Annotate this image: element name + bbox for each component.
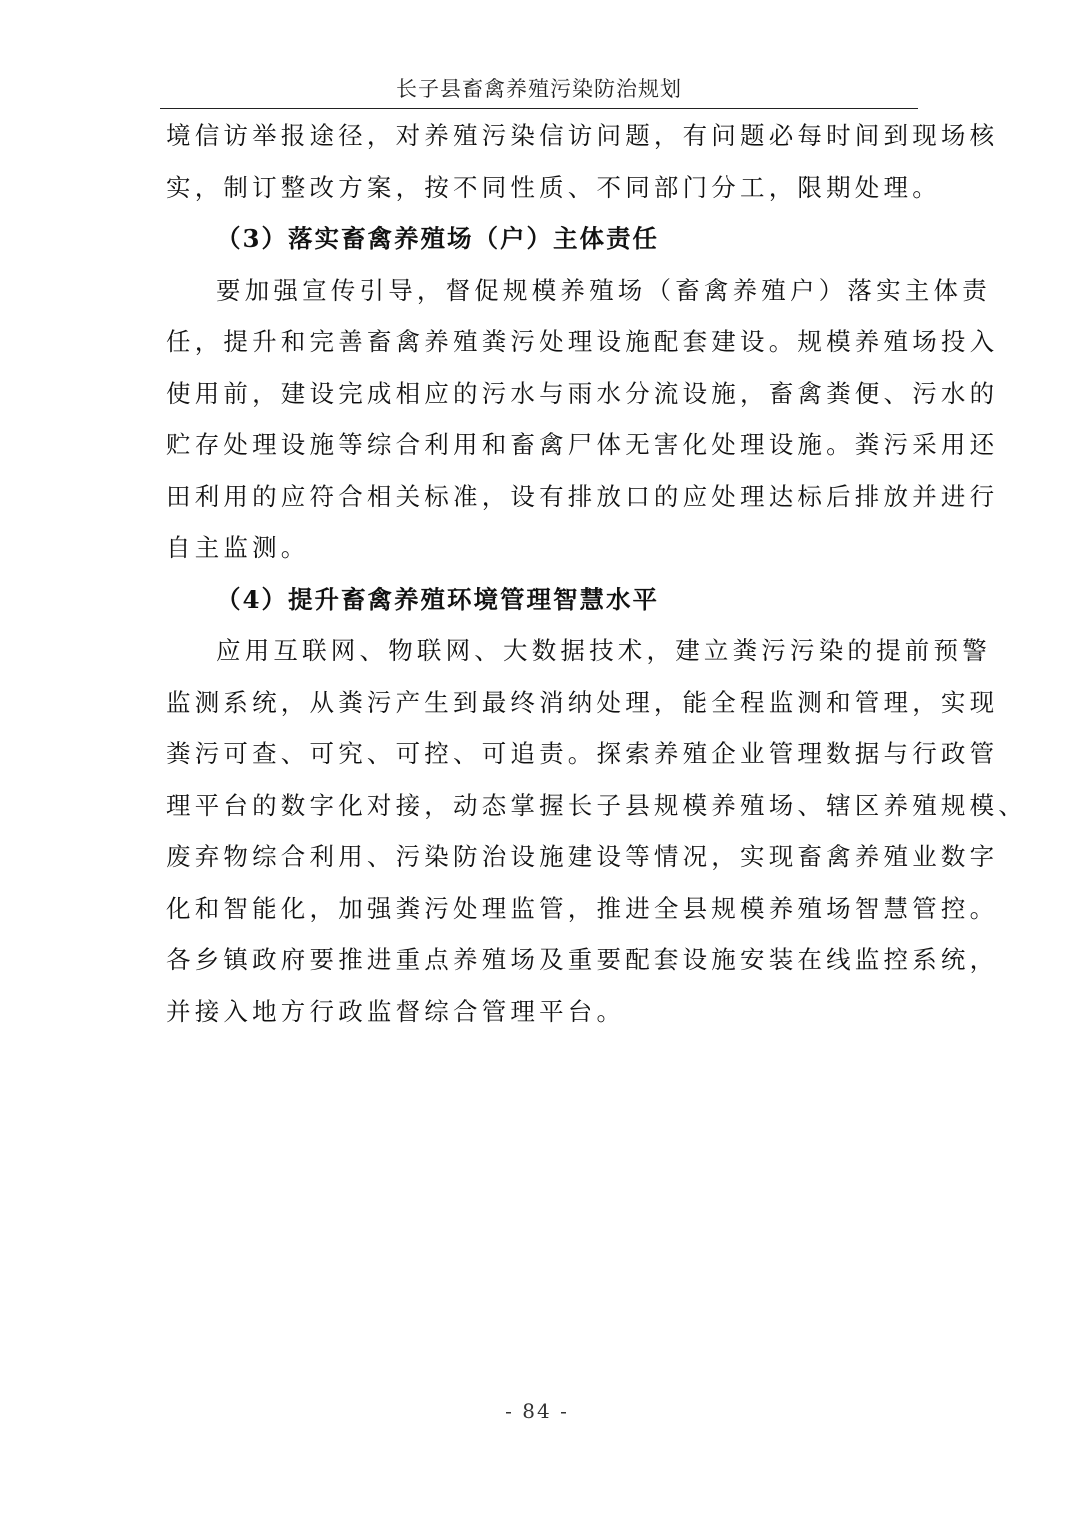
document-title: 长子县畜禽养殖污染防治规划 — [396, 77, 682, 101]
paragraph-line: 任，提升和完善畜禽养殖粪污处理设施配套建设。规模养殖场投入 — [166, 327, 999, 356]
paragraph-line: 各乡镇政府要推进重点养殖场及重要配套设施安装在线监控系统， — [166, 945, 999, 974]
page-header — [160, 74, 918, 109]
section-heading: （4）提升畜禽养殖环境管理智慧水平 — [216, 584, 660, 614]
paragraph-line: 监测系统，从粪污产生到最终消纳处理，能全程监测和管理，实现 — [166, 687, 999, 717]
paragraph-line: 要加强宣传引导，督促规模养殖场（畜禽养殖户）落实主体责 — [216, 275, 991, 305]
paragraph-line: 田利用的应符合相关标准，设有排放口的应处理达标后排放并进行 — [166, 481, 999, 511]
paragraph-line: 境信访举报途径，对养殖污染信访问题，有问题必每时间到现场核 — [166, 121, 999, 150]
paragraph-line: 应用互联网、物联网、大数据技术，建立粪污污染的提前预警 — [216, 636, 991, 665]
paragraph-line: 使用前，建设完成相应的污水与雨水分流设施，畜禽粪便、污水的 — [166, 378, 999, 408]
document-body — [166, 110, 1027, 1037]
paragraph-line: 并接入地方行政监督综合管理平台。 — [166, 996, 626, 1026]
paragraph-line: 自主监测。 — [166, 533, 310, 562]
paragraph-line: 贮存处理设施等综合利用和畜禽尸体无害化处理设施。粪污采用还 — [166, 430, 999, 459]
paragraph-line: 理平台的数字化对接，动态掌握长子县规模养殖场、辖区养殖规模、 — [166, 790, 1027, 820]
page-number: - 84 - — [505, 1399, 569, 1423]
paragraph-line: 实，制订整改方案，按不同性质、不同部门分工，限期处理。 — [166, 172, 941, 202]
paragraph-line: 化和智能化，加强粪污处理监管，推进全县规模养殖场智慧管控。 — [166, 893, 999, 923]
paragraph-line: 废弃物综合利用、污染防治设施建设等情况，实现畜禽养殖业数字 — [166, 842, 999, 871]
paragraph-line: 粪污可查、可究、可控、可追责。探索养殖企业管理数据与行政管 — [166, 739, 999, 768]
section-heading: （3）落实畜禽养殖场（户）主体责任 — [216, 224, 660, 253]
